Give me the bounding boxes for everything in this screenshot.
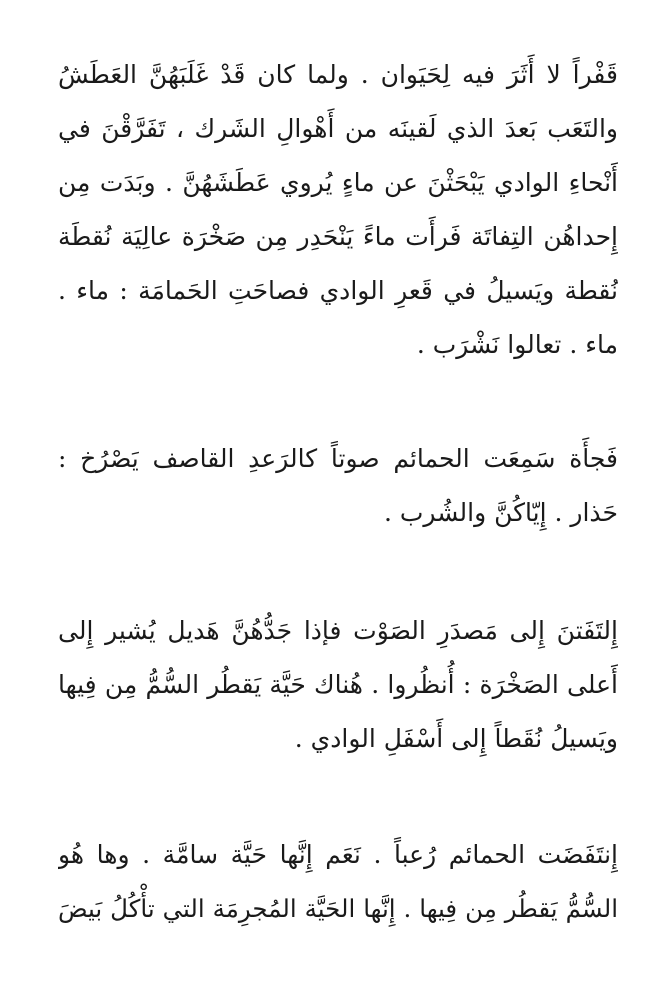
text-line: إِلتَفَتنَ إِلى مَصدَرِ الصَوْت فإذا جَدُّهُنَّ هَديل يُشير إِلى (58, 616, 618, 645)
text-line: قَفْراً لا أَثَرَ فيه لِحَيَوان . ولما كان قَدْ غَلَبَهُنَّ العَطَشُ (58, 60, 618, 89)
text-line: إِنتَفَضَت الحمائم رُعباً . نَعَم إِنَّها حَيَّة سامَّة . وها هُو (58, 840, 618, 869)
text-line: حَذار . إِيّاكُنَّ والشُرب . (384, 498, 618, 527)
text-line: أَنْحاءِ الوادي يَبْحَثْنَ عن ماءٍ يُروي عَطَشَهُنَّ . وبَدَت مِن (58, 168, 618, 197)
text-line: ويَسيلُ نُقَطاً إِلى أَسْفَلِ الوادي . (294, 724, 618, 753)
text-line: أَعلى الصَخْرَة : أُنظُروا . هُناك حَيَّة يَقطُر السُّمُّ مِن فِيها (58, 670, 618, 699)
paragraph-2 (58, 432, 618, 540)
text-line: فَجأَة سَمِعَت الحمائم صوتاً كالرَعدِ القاصف يَصْرُخ : (58, 444, 618, 473)
text-line: نُقطة ويَسيلُ في قَعرِ الوادي فصاحَتِ الحَمامَة : ماء . (58, 276, 618, 305)
text-line: السُّمُّ يَقطُر مِن فِيها . إِنَّها الحَيَّة المُجرِمَة التي تأْكُلُ بَيضَ (58, 894, 618, 923)
paragraph-3 (58, 604, 618, 766)
paragraph-4 (58, 828, 618, 936)
text-line: إِحداهُن التِفاتَة فَرأَت ماءً يَنْحَدِر مِن صَخْرَة عالِيَة نُقطَة (58, 222, 618, 251)
paragraph-1 (58, 48, 618, 372)
text-line: ماء . تعالوا نَشْرَب . (416, 330, 618, 359)
text-line: والتَعَب بَعدَ الذي لَقينَه من أَهْوالِ الشَرك ، تَفَرَّقْنَ في (58, 114, 618, 143)
